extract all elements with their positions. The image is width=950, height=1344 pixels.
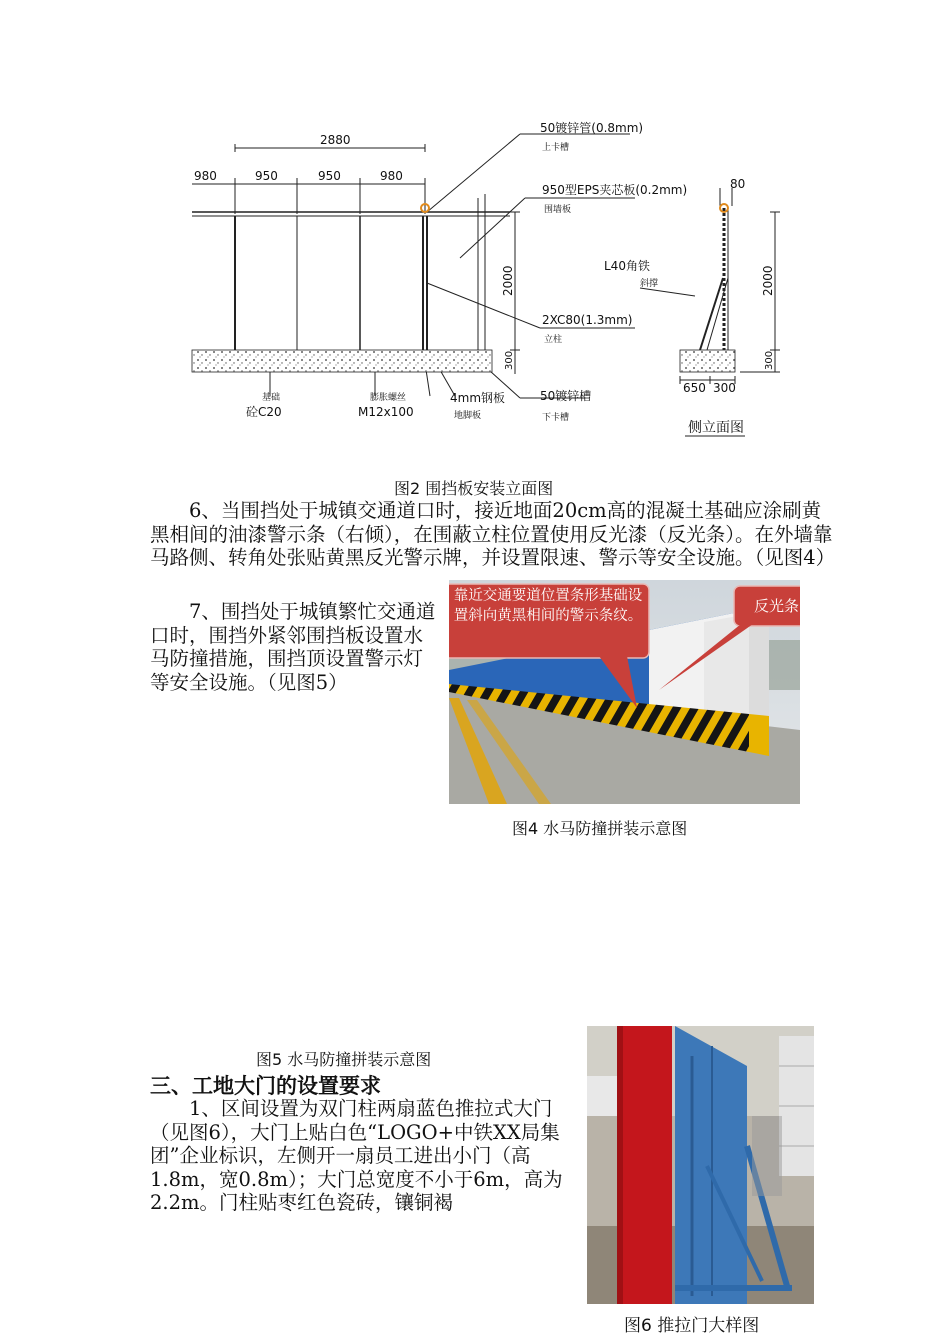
label-h300: 300 xyxy=(504,350,515,370)
label-bolt: 膨胀螺丝 xyxy=(370,393,407,403)
label-side-title: 侧立面图 xyxy=(688,420,744,436)
label-side-h300: 300 xyxy=(764,350,775,370)
label-plate: 4mm钢板 xyxy=(450,391,506,405)
paragraph-6-text: 6、当围挡处于城镇交通道口时，接近地面20cm高的混凝土基础应涂刷黄黑相间的油漆警示条（右倾），在围蔽立柱位置使用反光漆（反光条）。在外墙靠马路侧、转角处张贴黄黑反光警示牌，并设置限速、警示等安全设施。（见图4） xyxy=(150,499,836,569)
figure-5-caption: 图5 水马防撞拼装示意图 xyxy=(256,1050,432,1069)
dim-3: 950 xyxy=(318,169,341,183)
label-brace: L40角铁 xyxy=(604,259,650,273)
dim-2: 950 xyxy=(255,169,278,183)
label-top-rail: 50镀锌管(0.8mm) xyxy=(540,121,644,135)
label-bottom-rail-sub: 下卡槽 xyxy=(542,413,570,423)
dim-1: 980 xyxy=(194,169,217,183)
label-h2000: 2000 xyxy=(501,265,515,296)
figure-4-caption: 图4 水马防撞拼装示意图 xyxy=(512,819,688,838)
figure-6-photo xyxy=(587,1026,814,1304)
dim-total: 2880 xyxy=(320,133,351,147)
label-panel-sub: 围墙板 xyxy=(544,205,572,215)
label-found-sub: 砼C20 xyxy=(246,405,282,419)
section-3-paragraph xyxy=(150,1097,574,1215)
label-side-h2000: 2000 xyxy=(761,265,775,296)
paragraph-6 xyxy=(150,499,840,570)
label-found: 基础 xyxy=(262,393,281,403)
figure-6-caption: 图6 推拉门大样图 xyxy=(624,1316,760,1336)
figure-2-caption: 图2 围挡板安装立面图 xyxy=(394,479,554,498)
paragraph-7 xyxy=(150,600,436,694)
label-plate-sub: 地脚板 xyxy=(454,411,482,421)
section-3-paragraph-text: 1、区间设置为双门柱两扇蓝色推拉式大门（见图6），大门上贴白色“LOGO+中铁XX局集团”企业标识，左侧开一扇员工进出小门（高1.8m，宽0.8m）；大门总宽度不小于6m，高为2.2m。门柱贴枣红色瓷砖，镶铜褐 xyxy=(150,1097,563,1214)
callout-stripes-text: 靠近交通要道位置条形基础设置斜向黄黑相间的警示条纹。 xyxy=(453,588,643,624)
label-bottom-rail: 50镀锌槽 xyxy=(540,389,592,403)
dim-4: 980 xyxy=(380,169,403,183)
paragraph-7-text: 7、围挡处于城镇繁忙交通道口时，围挡外紧邻围挡板设置水马防撞措施，围挡顶设置警示灯等安全设施。（见图5） xyxy=(150,600,436,694)
figure-2-elevation-drawing xyxy=(180,118,800,463)
label-post: 2XC80(1.3mm) xyxy=(542,313,633,327)
figure-4-photo xyxy=(449,580,800,804)
label-post-sub: 立柱 xyxy=(544,335,563,345)
label-brace-sub: 斜撑 xyxy=(640,279,659,289)
section-3-heading: 三、工地大门的设置要求 xyxy=(150,1074,381,1098)
label-side-d2: 300 xyxy=(713,381,736,395)
label-bolt-sub: M12x100 xyxy=(358,405,414,419)
label-panel: 950型EPS夹芯板(0.2mm) xyxy=(542,183,688,197)
label-top-rail-sub: 上卡槽 xyxy=(542,143,570,153)
label-side-w: 80 xyxy=(730,177,746,191)
label-side-d1: 650 xyxy=(683,381,706,395)
callout-reflective-text: 反光条 xyxy=(754,597,800,615)
